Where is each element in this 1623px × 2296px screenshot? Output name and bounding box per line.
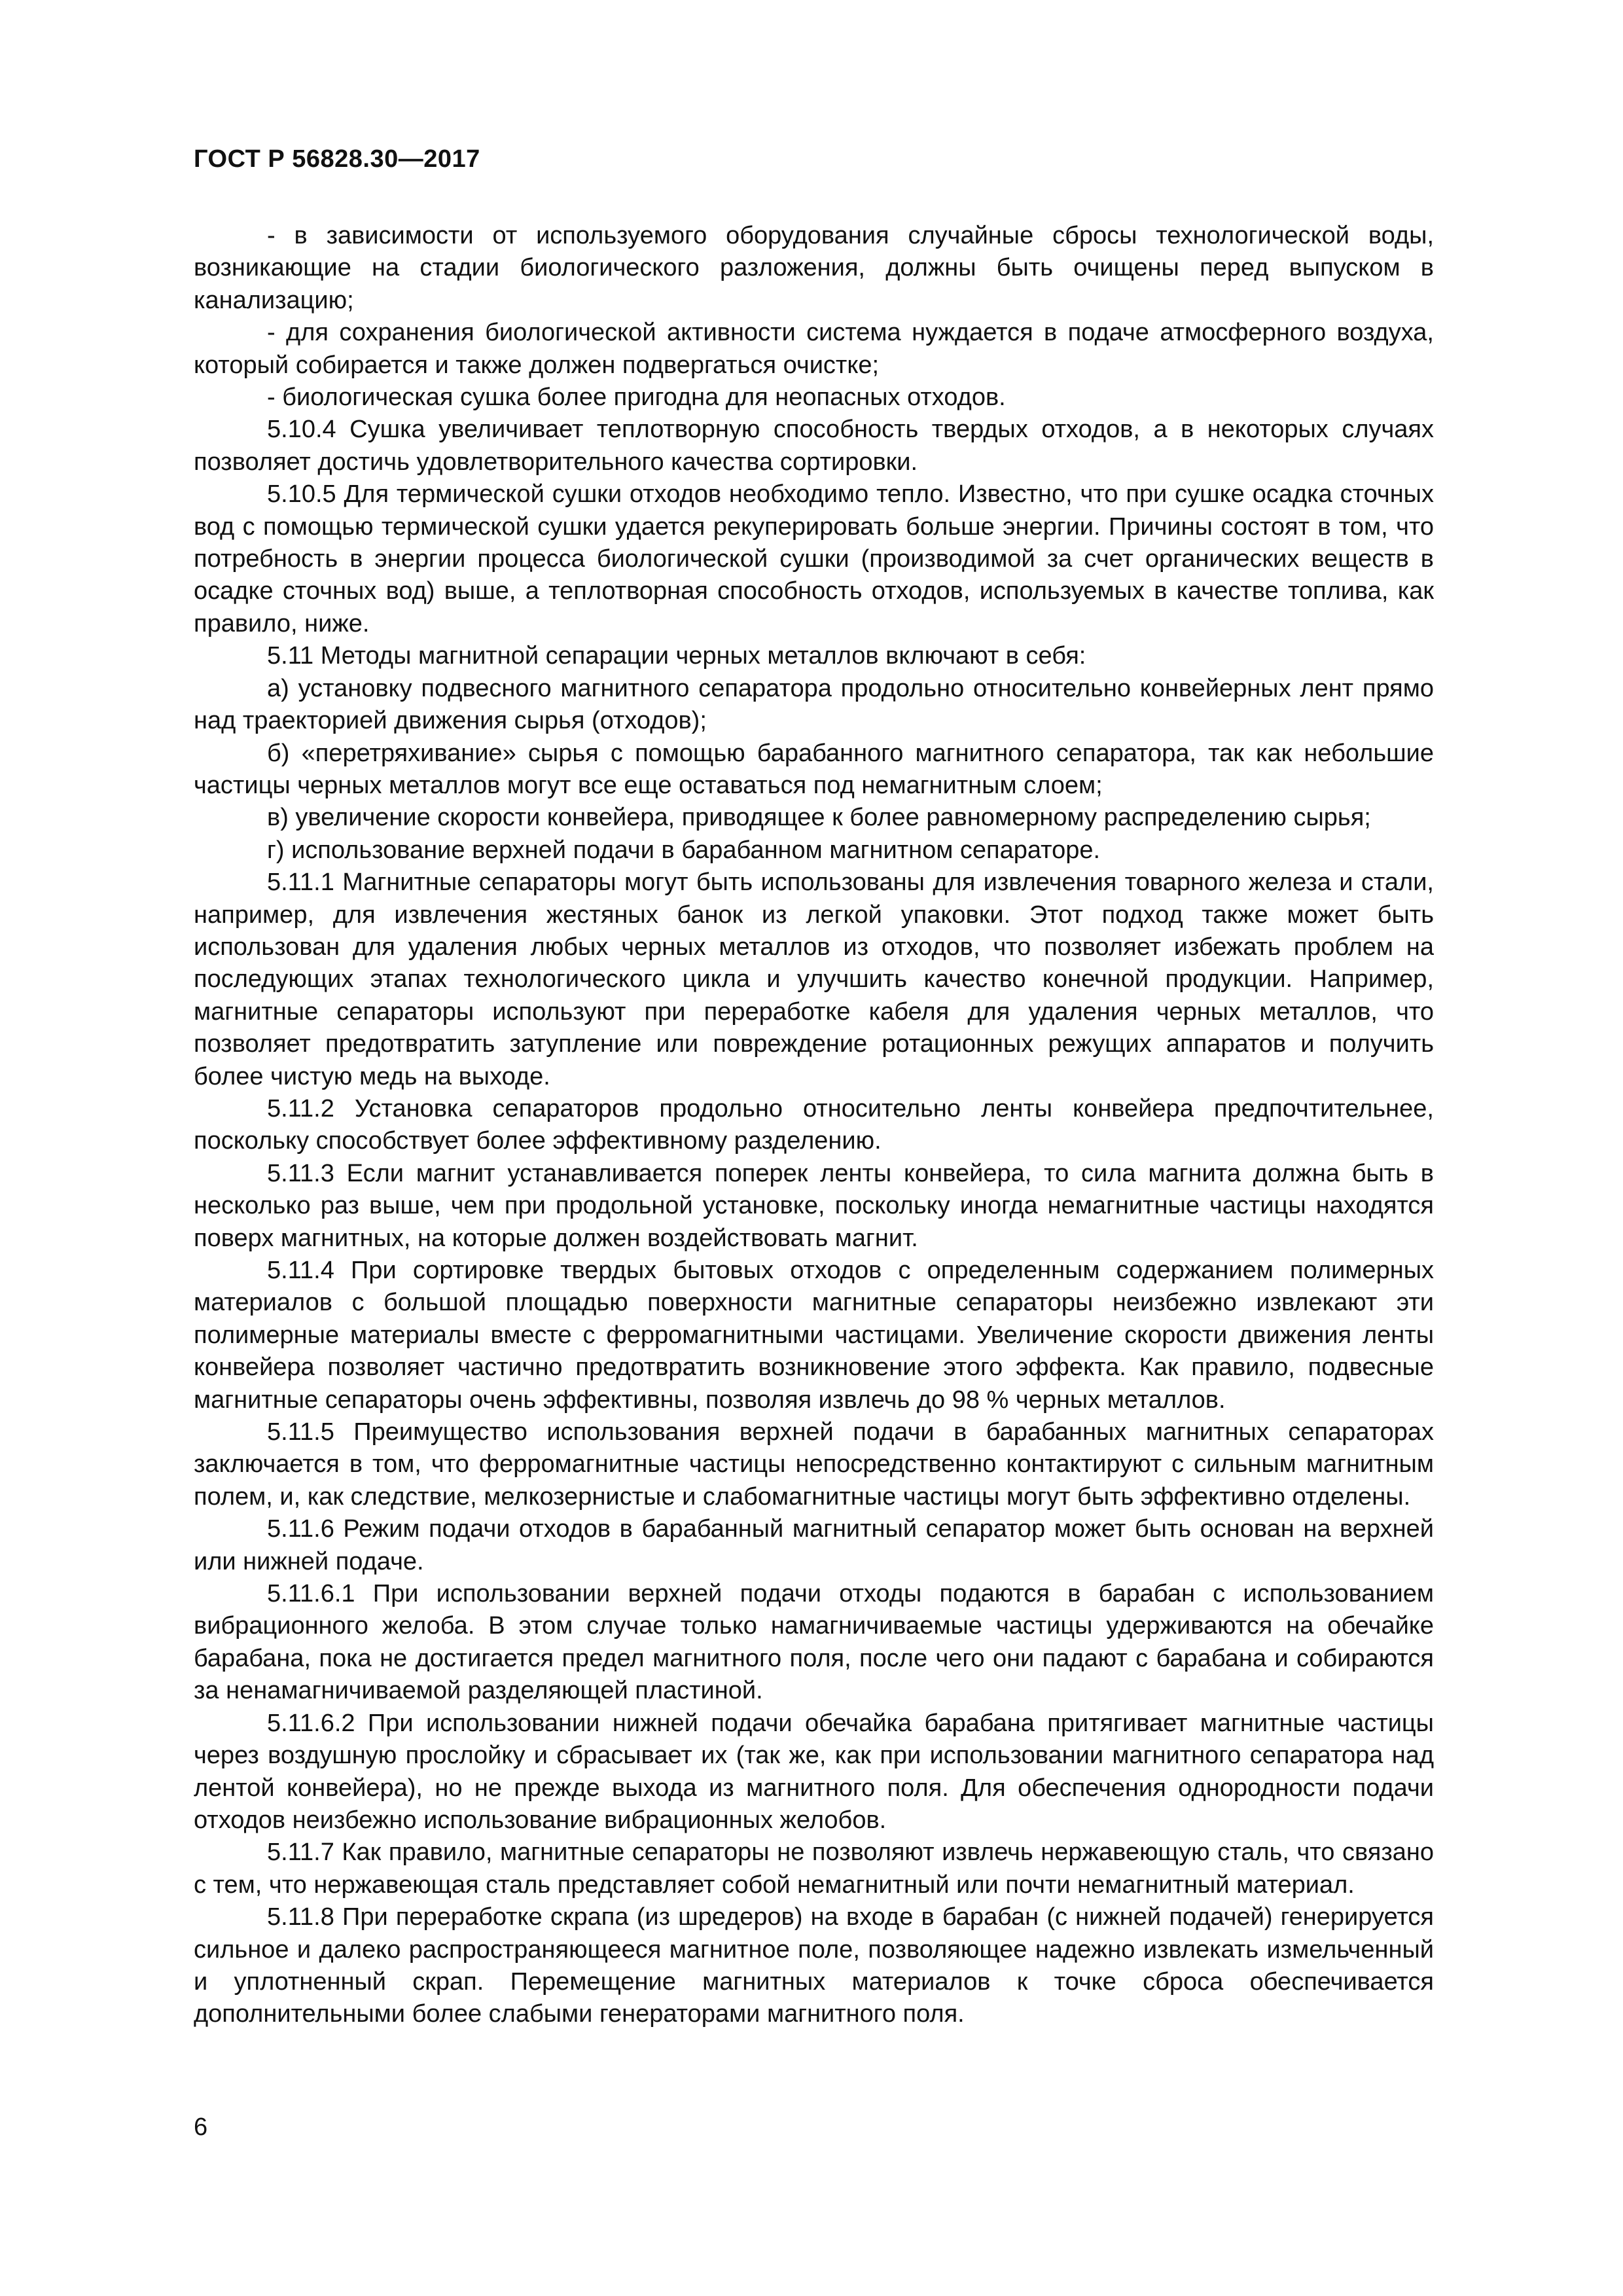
- paragraph: в) увеличение скорости конвейера, приводящее к более равномерному распределению сырья;: [267, 804, 1371, 832]
- paragraph: 5.11.4 При сортировке твердых бытовых отходов с определенным содержанием полимерных материалов с большой площадью поверхности магнитные сепараторы неизбежно извлекают эти полимерные материалы вместе с ферромагнитными частицами. Увеличение скорости движения ленты конвейера позволяет частично предотвратить возникновение этого эффекта. Как правило, подвесные магнитные сепараторы очень эффективны, позволяя извлечь до 98 % черных металлов.: [194, 1257, 1434, 1414]
- paragraph: 5.11.2 Установка сепараторов продольно относительно ленты конвейера предпочтительнее, поскольку способствует более эффективному разделению.: [194, 1094, 1434, 1155]
- paragraph: - в зависимости от используемого оборудования случайные сбросы технологической воды, возникающие на стадии биологического разложения, должны быть очищены перед выпуском в канализацию;: [194, 222, 1434, 314]
- paragraph: 5.10.4 Сушка увеличивает теплотворную способность твердых отходов, а в некоторых случаях позволяет достичь удовлетворительного качества сортировки.: [194, 416, 1434, 476]
- paragraph: 5.11.1 Магнитные сепараторы могут быть использованы для извлечения товарного железа и стали, например, для извлечения жестяных банок из легкой упаковки. Этот подход также может быть использован для удаления любых черных металлов из отходов, что позволяет избежать проблем на последующих этапах технологического цикла и улучшить качество конечной продукции. Например, магнитные сепараторы используют при переработке кабеля для удаления черных металлов, что позволяет предотвратить затупление или повреждение ротационных режущих аппаратов и получить более чистую медь на выходе.: [194, 869, 1434, 1090]
- document-body: [194, 220, 1434, 2031]
- paragraph: а) установку подвесного магнитного сепаратора продольно относительно конвейерных лент прямо над траекторией движения сырья (отходов);: [194, 674, 1434, 735]
- paragraph: 5.11.6.2 При использовании нижней подачи обечайка барабана притягивает магнитные частицы через воздушную прослойку и сбрасывает их (так же, как при использовании магнитного сепаратора над лентой конвейера), но не прежде выхода из магнитного поля. Для обеспечения однородности подачи отходов неизбежно использование вибрационных желобов.: [194, 1709, 1434, 1834]
- paragraph: - для сохранения биологической активности система нуждается в подаче атмосферного воздуха, который собирается и также должен подвергаться очистке;: [194, 319, 1434, 379]
- paragraph: 5.11.8 При переработке скрапа (из шредеров) на входе в барабан (с нижней подачей) генерируется сильное и далеко распространяющееся магнитное поле, позволяющее надежно извлекать измельченный и уплотненный скрап. Перемещение магнитных материалов к точке сброса обеспечивается дополнительными более слабыми генераторами магнитного поля.: [194, 1903, 1434, 2028]
- paragraph: 5.11.6.1 При использовании верхней подачи отходы подаются в барабан с использованием вибрационного желоба. В этом случае только намагничиваемые частицы удерживаются на обечайке барабана, пока не достигается предел магнитного поля, после чего они падают с барабана и собираются за ненамагничиваемой разделяющей пластиной.: [194, 1580, 1434, 1705]
- paragraph: 5.11.5 Преимущество использования верхней подачи в барабанных магнитных сепараторах заключается в том, что ферромагнитные частицы непосредственно контактируют с сильным магнитным полем, и, как следствие, мелкозернистые и слабомагнитные частицы могут быть эффективно отделены.: [194, 1418, 1434, 1511]
- paragraph: 5.11.7 Как правило, магнитные сепараторы не позволяют извлечь нержавеющую сталь, что связано с тем, что нержавеющая сталь представляет собой немагнитный или почти немагнитный материал.: [194, 1839, 1434, 1899]
- paragraph: б) «перетряхивание» сырья с помощью барабанного магнитного сепаратора, так как небольшие частицы черных металлов могут все еще оставаться под немагнитным слоем;: [194, 739, 1434, 799]
- paragraph: 5.11.3 Если магнит устанавливается поперек ленты конвейера, то сила магнита должна быть в несколько раз выше, чем при продольной установке, поскольку иногда немагнитные частицы находятся поверх магнитных, на которые должен воздействовать магнит.: [194, 1159, 1434, 1252]
- paragraph: 5.11 Методы магнитной сепарации черных металлов включают в себя:: [267, 642, 1086, 670]
- paragraph: 5.11.6 Режим подачи отходов в барабанный магнитный сепаратор может быть основан на верхней или нижней подаче.: [194, 1515, 1434, 1575]
- document-code-header: ГОСТ Р 56828.30—2017: [194, 145, 480, 173]
- paragraph: 5.10.5 Для термической сушки отходов необходимо тепло. Известно, что при сушке осадка сточных вод с помощью термической сушки удается рекуперировать больше энергии. Причины состоят в том, что потребность в энергии процесса биологической сушки (производимой за счет органических веществ в осадке сточных вод) выше, а теплотворная способность отходов, используемых в качестве топлива, как правило, ниже.: [194, 480, 1434, 637]
- paragraph: - биологическая сушка более пригодна для неопасных отходов.: [267, 384, 1006, 412]
- paragraph: г) использование верхней подачи в барабанном магнитном сепараторе.: [267, 836, 1101, 864]
- page-number: 6: [194, 2113, 208, 2141]
